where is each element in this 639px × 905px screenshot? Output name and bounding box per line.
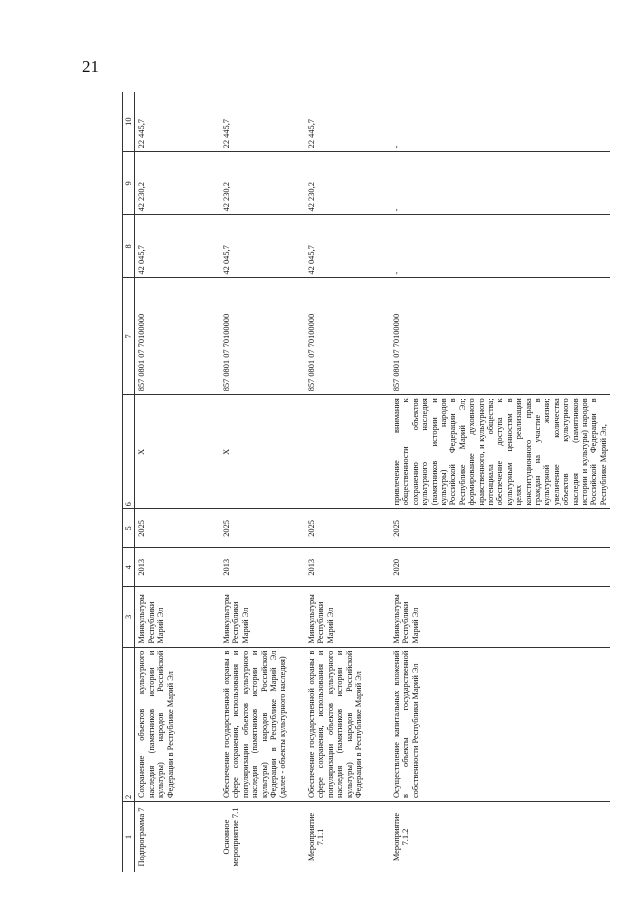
row-label: Подпрограмма 7 (135, 802, 220, 872)
col-header-1: 1 (123, 802, 135, 872)
row-title: Сохранение объектов культурного наследия (памятников истории и культуры) народов Российской Федерации в Республике Марий Эл (135, 647, 220, 801)
row-value-9: 42 230,2 (135, 152, 220, 215)
row-title: Обеспечение государственной охраны в сфере сохранения, использования и популяризации объектов культурного наследия (памятников истории и культуры) народов Российской Федерации в Республике Марий Эл (305, 647, 390, 801)
row-end-year: 2025 (390, 509, 610, 548)
col-header-5: 5 (123, 509, 135, 548)
row-expected-result: привлечение внимания общественности к сохранению объектов культурного наследия (памятников истории и культуры) народов Российской Федерации в Республике Марий Эл; формирование духовного нравственного, и культурного потенциала общества; обеспечение доступа к культурным ценностям в целях реализации конституционного права граждан на участие в культурной жизни; увеличение количества объектов культурного наследия (памятников истории и культуры) народов Российской Федерации в Республике Марий Эл, (390, 395, 610, 509)
row-value-9: 42 230,2 (220, 152, 305, 215)
table-row (220, 92, 305, 872)
row-value-10: 22 445,7 (221, 119, 231, 149)
page-number: 21 (82, 57, 99, 76)
row-executor: Минкультуры Республики Марий Эл (390, 587, 610, 647)
row-executor: Минкультуры Республики Марий Эл (305, 587, 390, 647)
col-header-9: 9 (123, 152, 135, 215)
row-expected-result (305, 395, 390, 509)
row-value-8: 42 045,7 (135, 215, 220, 278)
row-end-year: 2025 (135, 509, 220, 548)
col-header-6: 6 (123, 395, 135, 509)
budget-table (122, 92, 610, 872)
rotated-table-container (122, 92, 608, 872)
row-label: Мероприятие 7.1.2 (390, 802, 610, 872)
row-start-year: 2013 (220, 548, 305, 587)
row-expected-result: X (135, 395, 220, 509)
row-value-8: 42 045,7 (305, 215, 390, 278)
row-budget-code: 857 0801 07 70100000 (390, 278, 610, 395)
row-start-year: 2013 (135, 548, 220, 587)
row-label: Мероприятие 7.1.1 (305, 802, 390, 872)
row-value-9: 42 230,2 (305, 152, 390, 215)
row-label: Основное мероприятие 7.1 (220, 802, 305, 872)
row-budget-code: 857 0801 07 70100000 (220, 278, 305, 395)
row-start-year: 2013 (305, 548, 390, 587)
row-value-8: - (390, 215, 610, 278)
row-executor: Минкультуры Республики Марий Эл (135, 587, 220, 647)
col-header-4: 4 (123, 548, 135, 587)
row-value-10: - (391, 145, 401, 149)
row-end-year: 2025 (220, 509, 305, 548)
table-row (390, 92, 610, 872)
row-value-9: - (390, 152, 610, 215)
row-value-8: 42 045,7 (220, 215, 305, 278)
table-row (135, 92, 220, 872)
row-value-10: 22 445,7 (137, 119, 147, 149)
table-row (305, 92, 390, 872)
col-header-7: 7 (123, 278, 135, 395)
row-start-year: 2020 (390, 548, 610, 587)
col-header-2: 2 (123, 647, 135, 801)
row-value-10: 22 445,7 (306, 119, 316, 149)
row-expected-result: X (220, 395, 305, 509)
row-budget-code: 857 0801 07 70100000 (305, 278, 390, 395)
row-budget-code: 857 0801 07 70100000 (135, 278, 220, 395)
row-title: Обеспечение государственной охраны в сфере сохранения, использования и популяризации объектов культурного наследия (памятников истории и культуры) народов Российской Федерации в Республике Марий Эл (далее - объекты культурного наследия) (220, 647, 305, 801)
col-header-10: 10 (123, 92, 135, 152)
row-title: Осуществление капитальных вложений в объекты государственной собственности Республики Марий Эл (390, 647, 610, 801)
col-header-3: 3 (123, 587, 135, 647)
table-header-row (123, 92, 135, 872)
row-executor: Минкультуры Республики Марий Эл (220, 587, 305, 647)
row-end-year: 2025 (305, 509, 390, 548)
col-header-8: 8 (123, 215, 135, 278)
